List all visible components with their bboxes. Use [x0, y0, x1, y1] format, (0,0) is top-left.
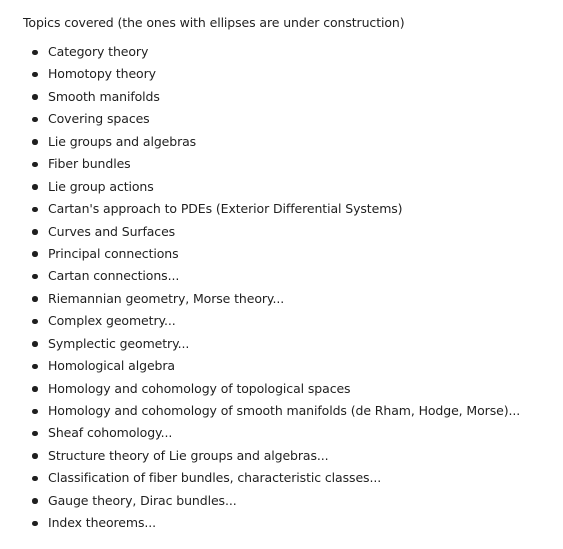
bullet-icon — [32, 476, 38, 482]
list-item — [23, 355, 555, 377]
list-item — [23, 288, 555, 310]
list-item-text: Smooth manifolds — [48, 88, 160, 104]
bullet-icon — [32, 162, 38, 168]
list-item — [23, 265, 555, 287]
bullet-icon — [32, 139, 38, 145]
list-item — [23, 108, 555, 130]
bullet-icon — [32, 521, 38, 527]
bullet-icon — [32, 386, 38, 392]
list-item-text: Cartan's approach to PDEs (Exterior Differential Systems) — [48, 201, 403, 217]
list-item — [23, 445, 555, 467]
bullet-icon — [32, 229, 38, 235]
list-item — [23, 221, 555, 243]
list-item-text: Symplectic geometry... — [48, 335, 190, 351]
intro-text: Topics covered (the ones with ellipses are under construction) — [23, 15, 405, 30]
bullet-icon — [32, 453, 38, 459]
list-item-text: Index theorems... — [48, 515, 157, 531]
list-item-text: Curves and Surfaces — [48, 223, 176, 239]
list-item-text: Lie groups and algebras — [48, 133, 197, 149]
bullet-icon — [32, 274, 38, 280]
list-item — [23, 86, 555, 108]
list-item — [23, 131, 555, 153]
list-item-text: Homology and cohomology of topological spaces — [48, 380, 351, 396]
bullet-icon — [32, 431, 38, 437]
bullet-icon — [32, 184, 38, 190]
list-item — [23, 490, 555, 512]
list-item-text: Complex geometry... — [48, 313, 176, 329]
list-item — [23, 400, 555, 422]
list-item-text: Principal connections — [48, 245, 179, 261]
bullet-icon — [32, 296, 38, 302]
list-item — [23, 467, 555, 489]
list-item-text: Gauge theory, Dirac bundles... — [48, 492, 237, 508]
list-item — [23, 243, 555, 265]
bullet-icon — [32, 94, 38, 100]
bullet-icon — [32, 207, 38, 213]
bullet-icon — [32, 72, 38, 78]
list-item-text: Homology and cohomology of smooth manifolds (de Rham, Hodge, Morse)... — [48, 403, 521, 418]
bullet-icon — [32, 341, 38, 347]
list-item-text: Lie group actions — [48, 178, 154, 194]
list-item — [23, 378, 555, 400]
bullet-icon — [32, 364, 38, 370]
list-item — [23, 153, 555, 175]
bullet-icon — [32, 319, 38, 325]
list-item-text: Fiber bundles — [48, 156, 131, 172]
list-item-text: Covering spaces — [48, 111, 150, 127]
list-item-text: Classification of fiber bundles, characteristic classes... — [48, 470, 382, 486]
topic-list — [23, 41, 555, 535]
list-item-text: Homotopy theory — [48, 66, 156, 82]
list-item-text: Riemannian geometry, Morse theory... — [48, 290, 285, 306]
list-item — [23, 422, 555, 444]
list-item — [23, 176, 555, 198]
bullet-icon — [32, 498, 38, 504]
list-item — [23, 333, 555, 355]
list-item-text: Structure theory of Lie groups and algebras... — [48, 447, 329, 463]
list-item — [23, 512, 555, 534]
document-content — [23, 14, 555, 535]
list-item-text: Category theory — [48, 44, 149, 59]
list-item-text: Cartan connections... — [48, 268, 180, 284]
list-item-text: Sheaf cohomology... — [48, 425, 173, 441]
list-item — [23, 63, 555, 85]
list-item — [23, 310, 555, 332]
bullet-icon — [32, 50, 38, 56]
bullet-icon — [32, 117, 38, 123]
list-item-text: Homological algebra — [48, 358, 175, 374]
list-item — [23, 198, 555, 220]
bullet-icon — [32, 251, 38, 257]
list-item — [23, 41, 555, 63]
bullet-icon — [32, 409, 38, 415]
